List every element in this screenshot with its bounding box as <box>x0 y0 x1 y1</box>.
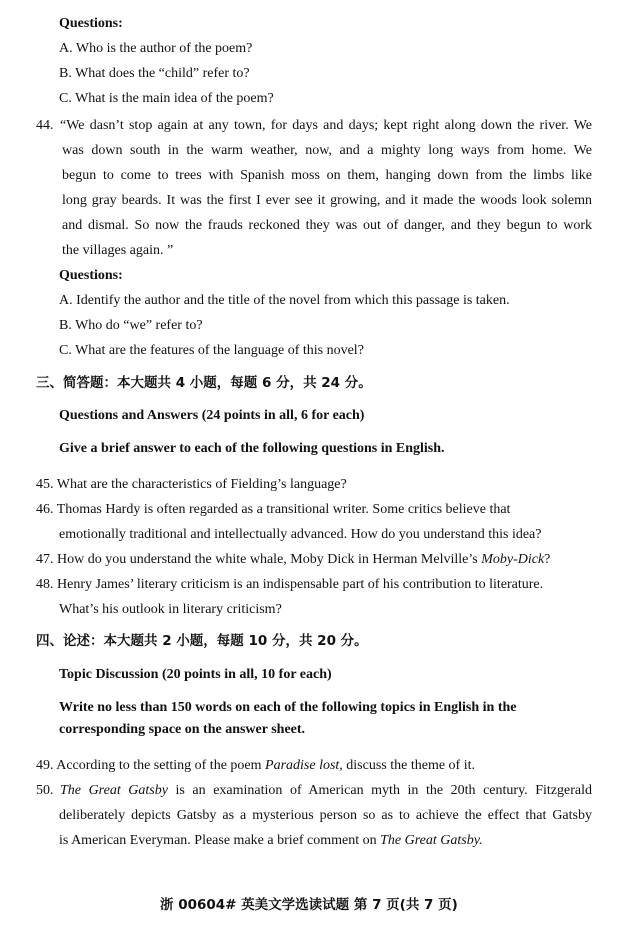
q50-line3-text: is American Everyman. Please make a brief comment on <box>59 833 381 848</box>
q48-line2: What’s his outlook in literary criticism? <box>59 602 282 617</box>
q50-number: 50. <box>36 783 54 798</box>
page-footer: 浙 00604# 英美文学选读试题 第 7 页(共 7 页) <box>160 897 458 913</box>
section4-heading-en: Topic Discussion (20 points in all, 10 for each) <box>59 667 332 682</box>
section3-heading-cn: 三、简答题：本大题共 4 小题，每题 6 分，共 24 分。 <box>36 375 372 391</box>
q47-end: ? <box>544 552 551 567</box>
q44-passage-line: was down south in the warm weather, now, and a mighty long ways from home. We <box>62 143 592 158</box>
q44-questions-label: Questions: <box>59 268 123 283</box>
q46-line2: emotionally traditional and intellectually advanced. How do you understand this idea? <box>59 527 542 542</box>
q50-line3 <box>59 832 483 850</box>
q44-number: 44. <box>36 118 54 133</box>
q44-question-b: B. Who do “we” refer to? <box>59 318 203 333</box>
q44-passage-line: and dismal. So now the frauds reckoned they was out of danger, and they begun to work <box>62 218 592 233</box>
q48-line1: 48. Henry James’ literary criticism is an indispensable part of his contribution to literature. <box>36 577 544 592</box>
q44-passage-line: the villages again. ” <box>62 243 174 258</box>
q50-line1 <box>60 782 592 800</box>
q43-question-a: A. Who is the author of the poem? <box>59 41 253 56</box>
q47-book-title: Moby-Dick <box>481 552 545 567</box>
q44-passage-line: long gray beards. It was the first I ever see it growing, and it made the woods look solemn <box>62 193 592 208</box>
q49-question: 49. According to the setting of the poem <box>36 758 266 773</box>
section4-heading-cn: 四、论述：本大题共 2 小题，每题 10 分，共 20 分。 <box>36 633 368 649</box>
q43-questions-label: Questions: <box>59 16 123 31</box>
q43-question-b: B. What does the “child” refer to? <box>59 66 250 81</box>
section3-instruction: Give a brief answer to each of the following questions in English. <box>59 441 445 456</box>
q49-end: discuss the theme of it. <box>342 758 475 773</box>
q49-poem-title: Paradise lost, <box>265 758 343 773</box>
q47-text <box>36 551 550 569</box>
q44-passage-line: begun to come to trees with Spanish moss on them, hanging down from the limbs like <box>62 168 592 183</box>
q45-text: 45. What are the characteristics of Fielding’s language? <box>36 477 347 492</box>
q50-line1-rest: is an examination of American myth in the 20th century. Fitzgerald <box>167 783 592 798</box>
q44-question-a: A. Identify the author and the title of the novel from which this passage is taken. <box>59 293 510 308</box>
section4-instruction-line1: Write no less than 150 words on each of the following topics in English in the <box>59 700 517 715</box>
q47-question: 47. How do you understand the white whale, Moby Dick in Herman Melville’s <box>36 552 482 567</box>
q44-question-c: C. What are the features of the language of this novel? <box>59 343 364 358</box>
section4-instruction-line2: corresponding space on the answer sheet. <box>59 722 306 737</box>
q46-line1: 46. Thomas Hardy is often regarded as a transitional writer. Some critics believe that <box>36 502 511 517</box>
q43-question-c: C. What is the main idea of the poem? <box>59 91 274 106</box>
q50-book-title: The Great Gatsby <box>60 783 168 798</box>
q50-line2: deliberately depicts Gatsby as a mysterious person so as to achieve the effect that Gatsby <box>59 808 592 823</box>
q44-passage-line: “We dasn’t stop again at any town, for days and days; kept right along down the river. We <box>60 118 592 133</box>
q49-text <box>36 757 475 775</box>
section3-heading-en: Questions and Answers (24 points in all, 6 for each) <box>59 408 365 423</box>
q50-book-title-2: The Great Gatsby. <box>380 833 483 848</box>
